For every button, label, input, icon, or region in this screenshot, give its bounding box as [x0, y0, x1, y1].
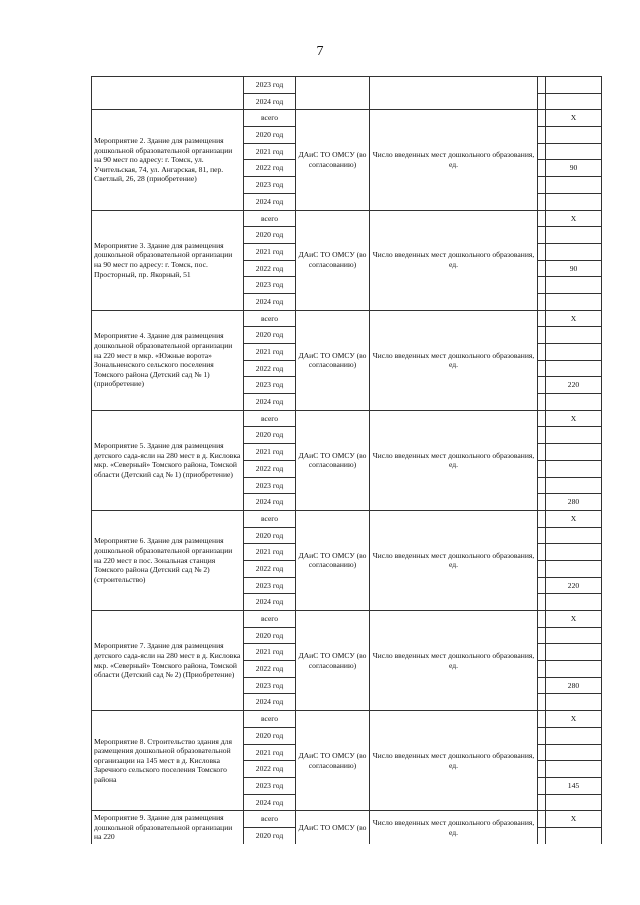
year-cell: 2024 год	[244, 394, 296, 411]
value-cell	[546, 427, 602, 444]
value-cell: 145	[546, 777, 602, 794]
spacer-cell	[538, 427, 546, 444]
year-cell: 2023 год	[244, 677, 296, 694]
spacer-cell	[538, 644, 546, 661]
value-cell: X	[546, 811, 602, 828]
value-cell: X	[546, 210, 602, 227]
spacer-cell	[538, 310, 546, 327]
executor-cell: ДАиС ТО ОМСУ (во	[296, 811, 370, 844]
spacer-cell	[538, 744, 546, 761]
value-cell: X	[546, 110, 602, 127]
value-cell	[546, 327, 602, 344]
measures-table	[91, 76, 602, 844]
value-cell	[546, 827, 602, 844]
year-cell: 2022 год	[244, 560, 296, 577]
spacer-cell	[538, 627, 546, 644]
year-cell: 2022 год	[244, 460, 296, 477]
year-cell: 2023 год	[244, 377, 296, 394]
value-cell: 220	[546, 577, 602, 594]
value-cell: X	[546, 611, 602, 628]
spacer-cell	[538, 727, 546, 744]
spacer-cell	[538, 777, 546, 794]
table-row	[92, 811, 602, 828]
year-cell: 2021 год	[244, 344, 296, 361]
value-cell	[546, 661, 602, 678]
event-cell: Мероприятие 4. Здание для размещения дошкольной образовательной организации на 220 мест в мкр. «Южные ворота» Зональненского сельского поселения Томского района (Детский сад № 1) (приобретение)	[92, 310, 244, 410]
value-cell	[546, 744, 602, 761]
indicator-cell	[370, 77, 538, 110]
value-cell	[546, 627, 602, 644]
spacer-cell	[538, 377, 546, 394]
spacer-cell	[538, 661, 546, 678]
value-cell	[546, 243, 602, 260]
spacer-cell	[538, 811, 546, 828]
table-row	[92, 310, 602, 327]
year-cell: 2020 год	[244, 127, 296, 144]
year-cell: 2020 год	[244, 427, 296, 444]
year-cell: всего	[244, 811, 296, 828]
spacer-cell	[538, 577, 546, 594]
value-cell	[546, 794, 602, 811]
value-cell: 220	[546, 377, 602, 394]
table-row	[92, 611, 602, 628]
spacer-cell	[538, 611, 546, 628]
spacer-cell	[538, 93, 546, 110]
spacer-cell	[538, 560, 546, 577]
year-cell: 2022 год	[244, 260, 296, 277]
value-cell	[546, 544, 602, 561]
spacer-cell	[538, 444, 546, 461]
year-cell: 2024 год	[244, 794, 296, 811]
year-cell: всего	[244, 310, 296, 327]
spacer-cell	[538, 293, 546, 310]
indicator-cell: Число введенных мест дошкольного образования, ед.	[370, 310, 538, 410]
value-cell: X	[546, 310, 602, 327]
spacer-cell	[538, 177, 546, 194]
spacer-cell	[538, 694, 546, 711]
year-cell: 2022 год	[244, 160, 296, 177]
event-cell: Мероприятие 6. Здание для размещения дошкольной образовательной организации на 220 мест в пос. Зональная станция Томского района (Детский сад № 2) (строительство)	[92, 510, 244, 610]
page-number: 7	[316, 44, 324, 59]
value-cell	[546, 193, 602, 210]
year-cell: 2024 год	[244, 293, 296, 310]
value-cell	[546, 444, 602, 461]
year-cell: 2021 год	[244, 243, 296, 260]
value-cell	[546, 93, 602, 110]
table-row	[92, 210, 602, 227]
table-row	[92, 77, 602, 94]
value-cell: X	[546, 711, 602, 728]
value-cell: 90	[546, 160, 602, 177]
value-cell	[546, 293, 602, 310]
value-cell	[546, 460, 602, 477]
event-cell: Мероприятие 2. Здание для размещения дошкольной образовательной организации на 90 мест по адресу: г. Томск, ул. Учительская, 74, ул. Ангарская, 81, пер. Светлый, 26, 28 (приобретение)	[92, 110, 244, 210]
event-cell	[92, 77, 244, 110]
table-row	[92, 110, 602, 127]
year-cell: всего	[244, 110, 296, 127]
year-cell: 2023 год	[244, 777, 296, 794]
executor-cell: ДАиС ТО ОМСУ (во согласованию)	[296, 611, 370, 711]
indicator-cell: Число введенных мест дошкольного образования, ед.	[370, 510, 538, 610]
spacer-cell	[538, 110, 546, 127]
spacer-cell	[538, 544, 546, 561]
spacer-cell	[538, 277, 546, 294]
year-cell: 2020 год	[244, 227, 296, 244]
year-cell: всего	[244, 611, 296, 628]
value-cell	[546, 127, 602, 144]
value-cell	[546, 727, 602, 744]
value-cell	[546, 560, 602, 577]
year-cell: 2021 год	[244, 143, 296, 160]
year-cell: 2020 год	[244, 527, 296, 544]
value-cell	[546, 694, 602, 711]
year-cell: всего	[244, 711, 296, 728]
executor-cell: ДАиС ТО ОМСУ (во согласованию)	[296, 410, 370, 510]
value-cell	[546, 761, 602, 778]
year-cell: 2021 год	[244, 544, 296, 561]
spacer-cell	[538, 227, 546, 244]
executor-cell: ДАиС ТО ОМСУ (во согласованию)	[296, 310, 370, 410]
value-cell: 280	[546, 494, 602, 511]
year-cell: 2020 год	[244, 627, 296, 644]
year-cell: 2023 год	[244, 77, 296, 94]
executor-cell: ДАиС ТО ОМСУ (во согласованию)	[296, 110, 370, 210]
event-cell: Мероприятие 8. Строительство здания для размещения дошкольной образовательной организации на 145 мест в д. Кисловка Заречного сельского поселения Томского района	[92, 711, 244, 811]
spacer-cell	[538, 344, 546, 361]
year-cell: 2021 год	[244, 744, 296, 761]
spacer-cell	[538, 127, 546, 144]
value-cell	[546, 143, 602, 160]
spacer-cell	[538, 594, 546, 611]
executor-cell: ДАиС ТО ОМСУ (во согласованию)	[296, 711, 370, 811]
year-cell: 2024 год	[244, 694, 296, 711]
spacer-cell	[538, 761, 546, 778]
year-cell: 2024 год	[244, 93, 296, 110]
indicator-cell: Число введенных мест дошкольного образования, ед.	[370, 410, 538, 510]
indicator-cell: Число введенных мест дошкольного образования, ед.	[370, 210, 538, 310]
spacer-cell	[538, 327, 546, 344]
year-cell: всего	[244, 410, 296, 427]
year-cell: 2023 год	[244, 277, 296, 294]
value-cell: X	[546, 510, 602, 527]
spacer-cell	[538, 677, 546, 694]
spacer-cell	[538, 394, 546, 411]
value-cell	[546, 360, 602, 377]
executor-cell: ДАиС ТО ОМСУ (во согласованию)	[296, 510, 370, 610]
spacer-cell	[538, 527, 546, 544]
spacer-cell	[538, 260, 546, 277]
spacer-cell	[538, 210, 546, 227]
spacer-cell	[538, 460, 546, 477]
year-cell: 2020 год	[244, 827, 296, 844]
year-cell: всего	[244, 210, 296, 227]
spacer-cell	[538, 510, 546, 527]
table-row	[92, 510, 602, 527]
value-cell	[546, 527, 602, 544]
year-cell: 2024 год	[244, 193, 296, 210]
value-cell	[546, 277, 602, 294]
year-cell: 2022 год	[244, 360, 296, 377]
year-cell: 2020 год	[244, 727, 296, 744]
indicator-cell: Число введенных мест дошкольного образования, ед.	[370, 711, 538, 811]
year-cell: 2024 год	[244, 494, 296, 511]
year-cell: 2023 год	[244, 477, 296, 494]
value-cell: 280	[546, 677, 602, 694]
spacer-cell	[538, 143, 546, 160]
table-row	[92, 711, 602, 728]
year-cell: 2021 год	[244, 444, 296, 461]
value-cell	[546, 344, 602, 361]
value-cell: X	[546, 410, 602, 427]
year-cell: 2022 год	[244, 661, 296, 678]
table-row	[92, 410, 602, 427]
spacer-cell	[538, 477, 546, 494]
spacer-cell	[538, 360, 546, 377]
executor-cell	[296, 77, 370, 110]
indicator-cell: Число введенных мест дошкольного образования, ед.	[370, 110, 538, 210]
year-cell: 2022 год	[244, 761, 296, 778]
event-cell: Мероприятие 3. Здание для размещения дошкольной образовательной организации на 90 мест по адресу: г. Томск, пос. Просторный, пр. Якорный, 51	[92, 210, 244, 310]
spacer-cell	[538, 243, 546, 260]
year-cell: 2020 год	[244, 327, 296, 344]
value-cell	[546, 227, 602, 244]
year-cell: 2024 год	[244, 594, 296, 611]
indicator-cell: Число введенных мест дошкольного образования, ед.	[370, 611, 538, 711]
spacer-cell	[538, 794, 546, 811]
value-cell	[546, 594, 602, 611]
spacer-cell	[538, 494, 546, 511]
value-cell	[546, 77, 602, 94]
value-cell	[546, 644, 602, 661]
year-cell: 2023 год	[244, 177, 296, 194]
spacer-cell	[538, 827, 546, 844]
spacer-cell	[538, 77, 546, 94]
event-cell: Мероприятие 5. Здание для размещения детского сада-ясли на 280 мест в д. Кисловка мкр. «Северный» Томского района, Томской области (Детский сад № 1) (приобретение)	[92, 410, 244, 510]
spacer-cell	[538, 160, 546, 177]
year-cell: всего	[244, 510, 296, 527]
value-cell	[546, 477, 602, 494]
event-cell: Мероприятие 7. Здание для размещения детского сада-ясли на 280 мест в д. Кисловка мкр. «Северный» Томского района, Томской области (Детский сад № 2) (Приобретение)	[92, 611, 244, 711]
value-cell	[546, 394, 602, 411]
spacer-cell	[538, 410, 546, 427]
value-cell	[546, 177, 602, 194]
indicator-cell: Число введенных мест дошкольного образования, ед.	[370, 811, 538, 844]
executor-cell: ДАиС ТО ОМСУ (во согласованию)	[296, 210, 370, 310]
event-cell: Мероприятие 9. Здание для размещения дошкольной образовательной организации на 220	[92, 811, 244, 844]
value-cell: 90	[546, 260, 602, 277]
year-cell: 2023 год	[244, 577, 296, 594]
spacer-cell	[538, 711, 546, 728]
year-cell: 2021 год	[244, 644, 296, 661]
spacer-cell	[538, 193, 546, 210]
